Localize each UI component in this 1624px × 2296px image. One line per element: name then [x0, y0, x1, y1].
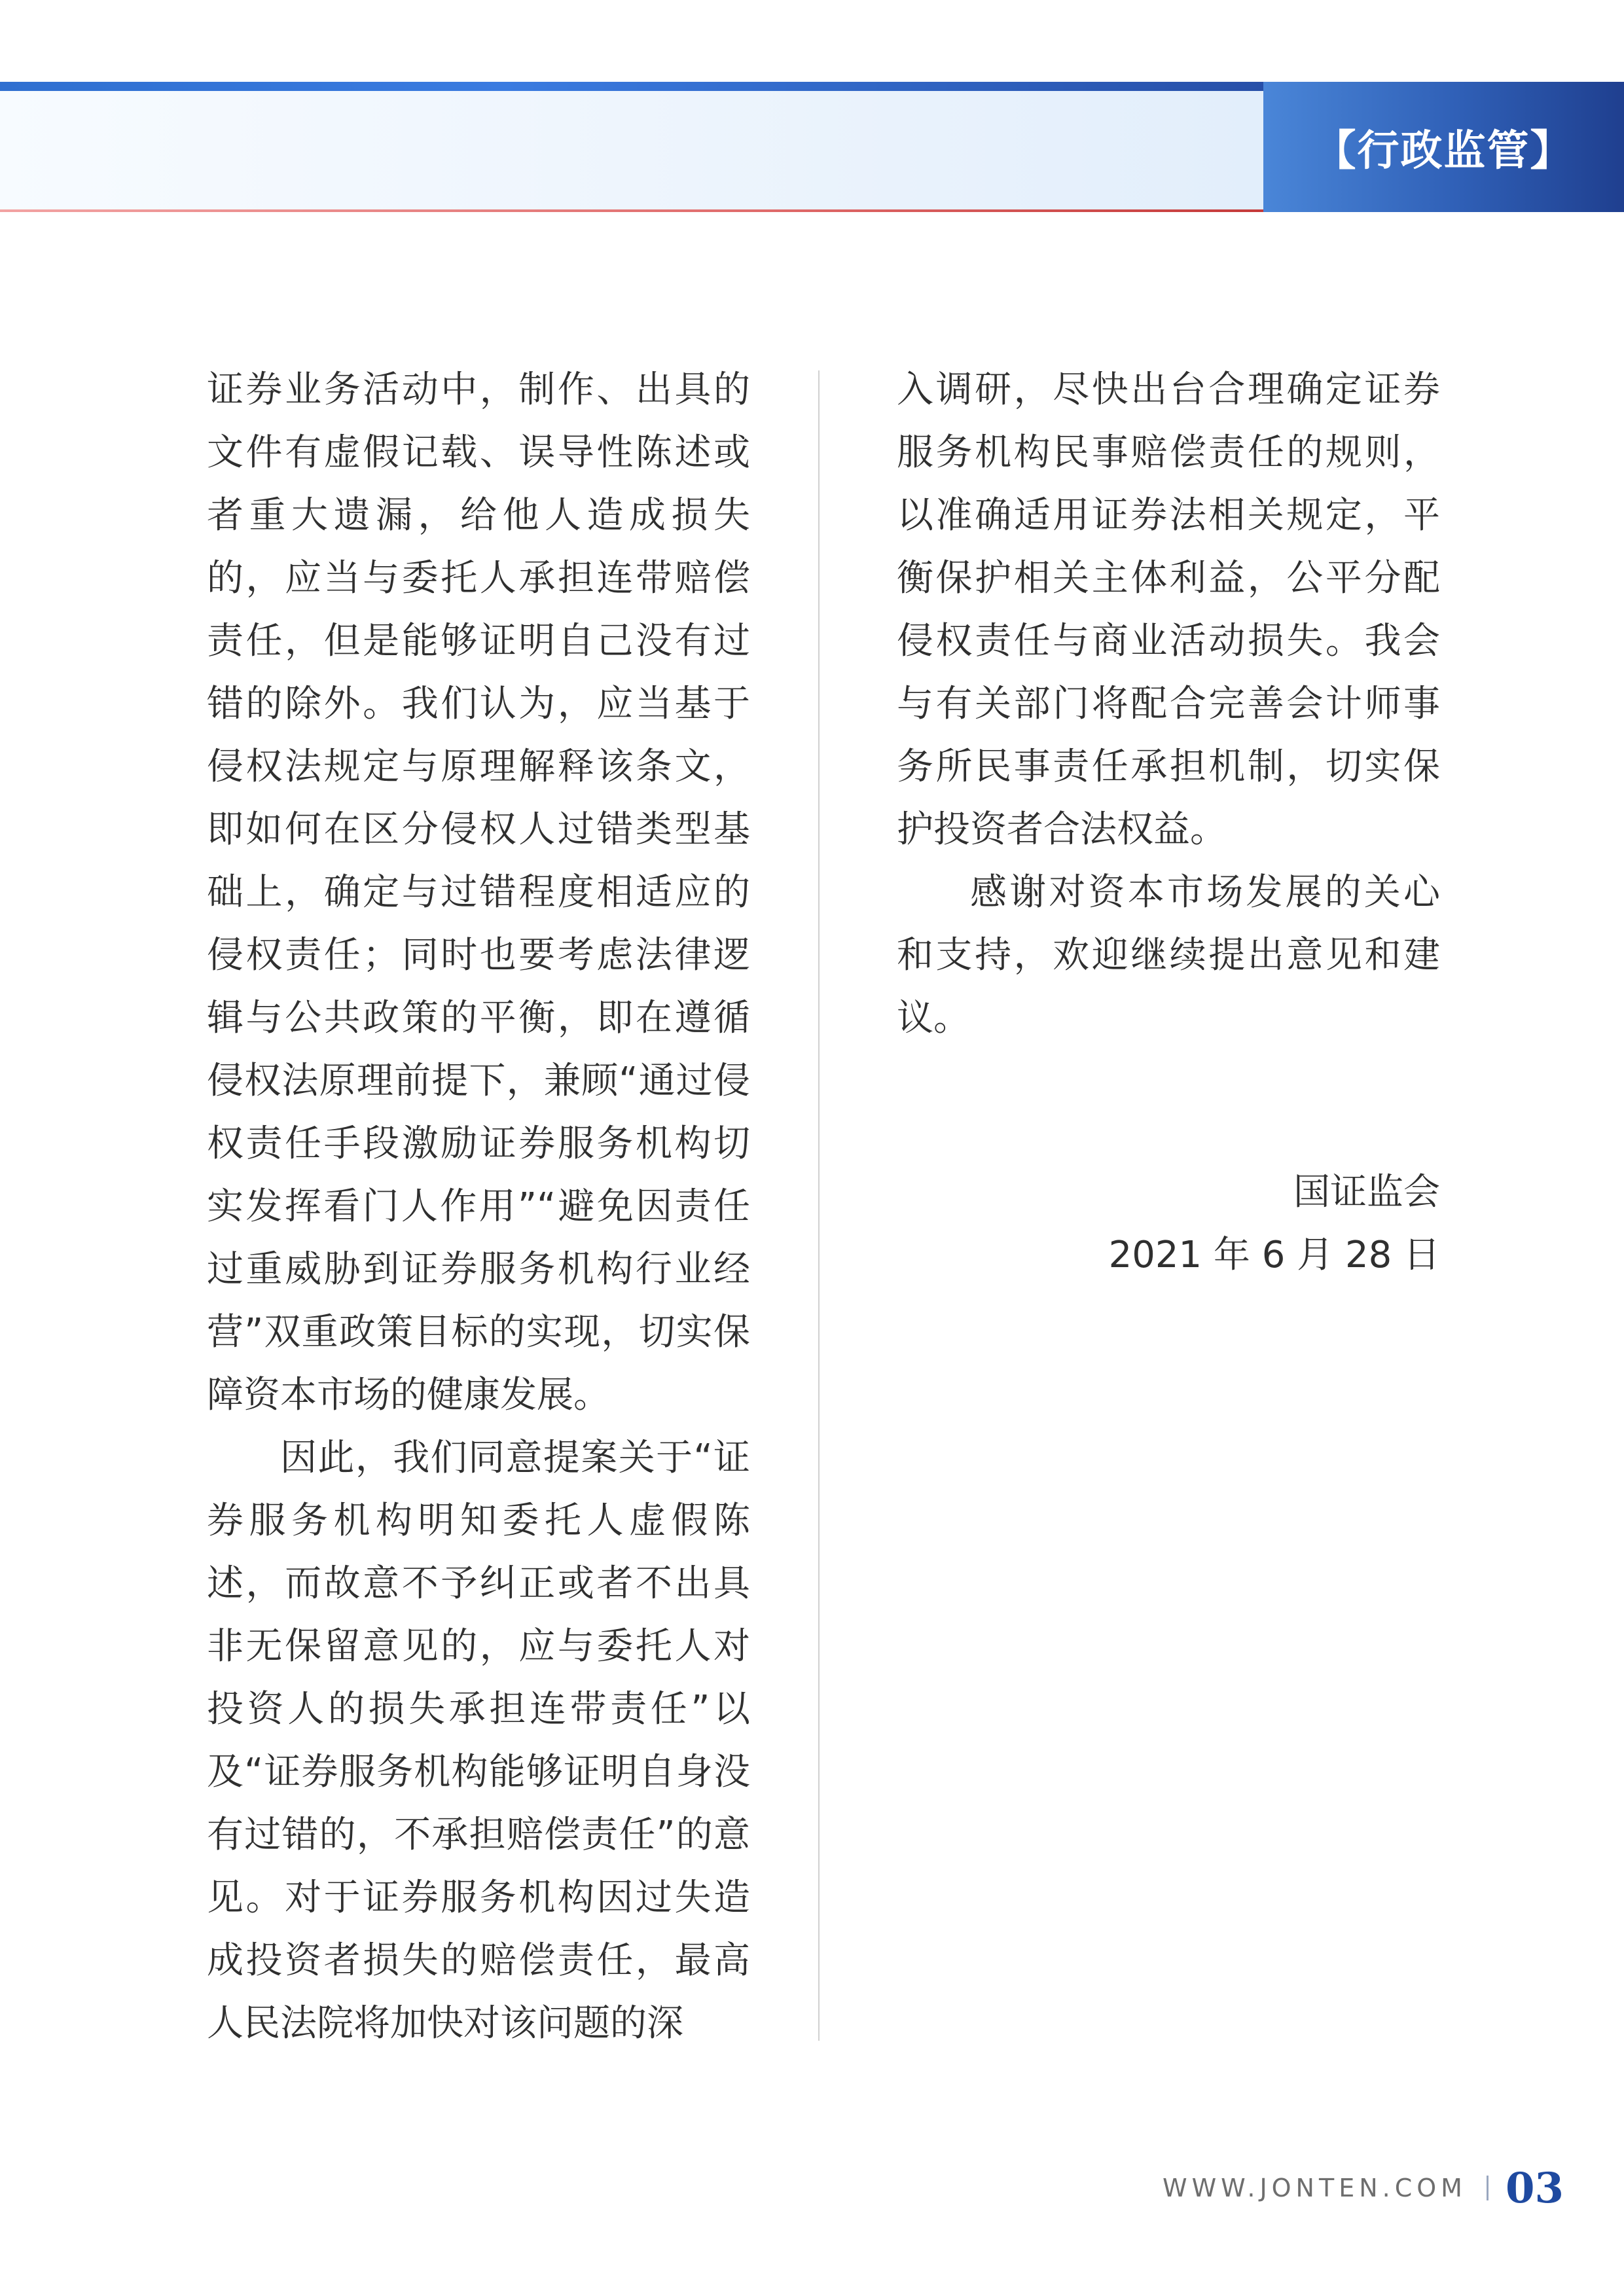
footer-divider: [1487, 2176, 1489, 2200]
footer-website: WWW.JONTEN.COM: [1163, 2174, 1467, 2202]
left-paragraph-2: 因此，我们同意提案关于“证券服务机构明知委托人虚假陈述，而故意不予纠正或者不出具非无保留意见的，应与委托人对投资人的损失承担连带责任”以及“证券服务机构能够证明自身没有过错的，不承担赔偿责任”的意见。对于证券服务机构因过失造成投资者损失的赔偿责任，最高人民法院将加快对该问题的深: [207, 1437, 750, 2045]
right-column: [897, 359, 1440, 1287]
header-red-rule: [0, 209, 1263, 212]
footer: [1163, 2162, 1564, 2214]
left-paragraph-1: 证券业务活动中，制作、出具的文件有虚假记载、误导性陈述或者重大遗漏，给他人造成损失的，应当与委托人承担连带赔偿责任，但是能够证明自己没有过错的除外。我们认为，应当基于侵权法规定与原理解释该条文，即如何在区分侵权人过错类型基础上，确定与过错程度相适应的侵权责任；同时也要考虑法律逻辑与公共政策的平衡，即在遵循侵权法原理前提下，兼顾“通过侵权责任手段激励证券服务机构切实发挥看门人作用”“避免因责任过重威胁到证券服务机构行业经营”双重政策目标的实现，切实保障资本市场的健康发展。: [207, 368, 750, 1416]
left-column: [207, 359, 750, 2055]
header-accent-line: [0, 82, 1263, 91]
page-number: 03: [1505, 2163, 1564, 2213]
signature-date: 2021 年 6 月 28 日: [1108, 1234, 1440, 1276]
right-paragraph-2: 感谢对资本市场发展的关心和支持，欢迎继续提出意见和建议。: [897, 871, 1440, 1039]
signature-organization: 国证监会: [1293, 1171, 1440, 1213]
section-tab: [1263, 82, 1624, 212]
section-label: 【行政监管】: [1314, 126, 1574, 175]
column-divider: [818, 370, 820, 2041]
header-band: [0, 91, 1263, 212]
signature-block: [897, 1161, 1440, 1287]
right-paragraph-1: 入调研，尽快出台合理确定证券服务机构民事赔偿责任的规则，以准确适用证券法相关规定，平衡保护相关主体利益，公平分配侵权责任与商业活动损失。我会与有关部门将配合完善会计师事务所民事责任承担机制，切实保护投资者合法权益。: [897, 368, 1440, 851]
